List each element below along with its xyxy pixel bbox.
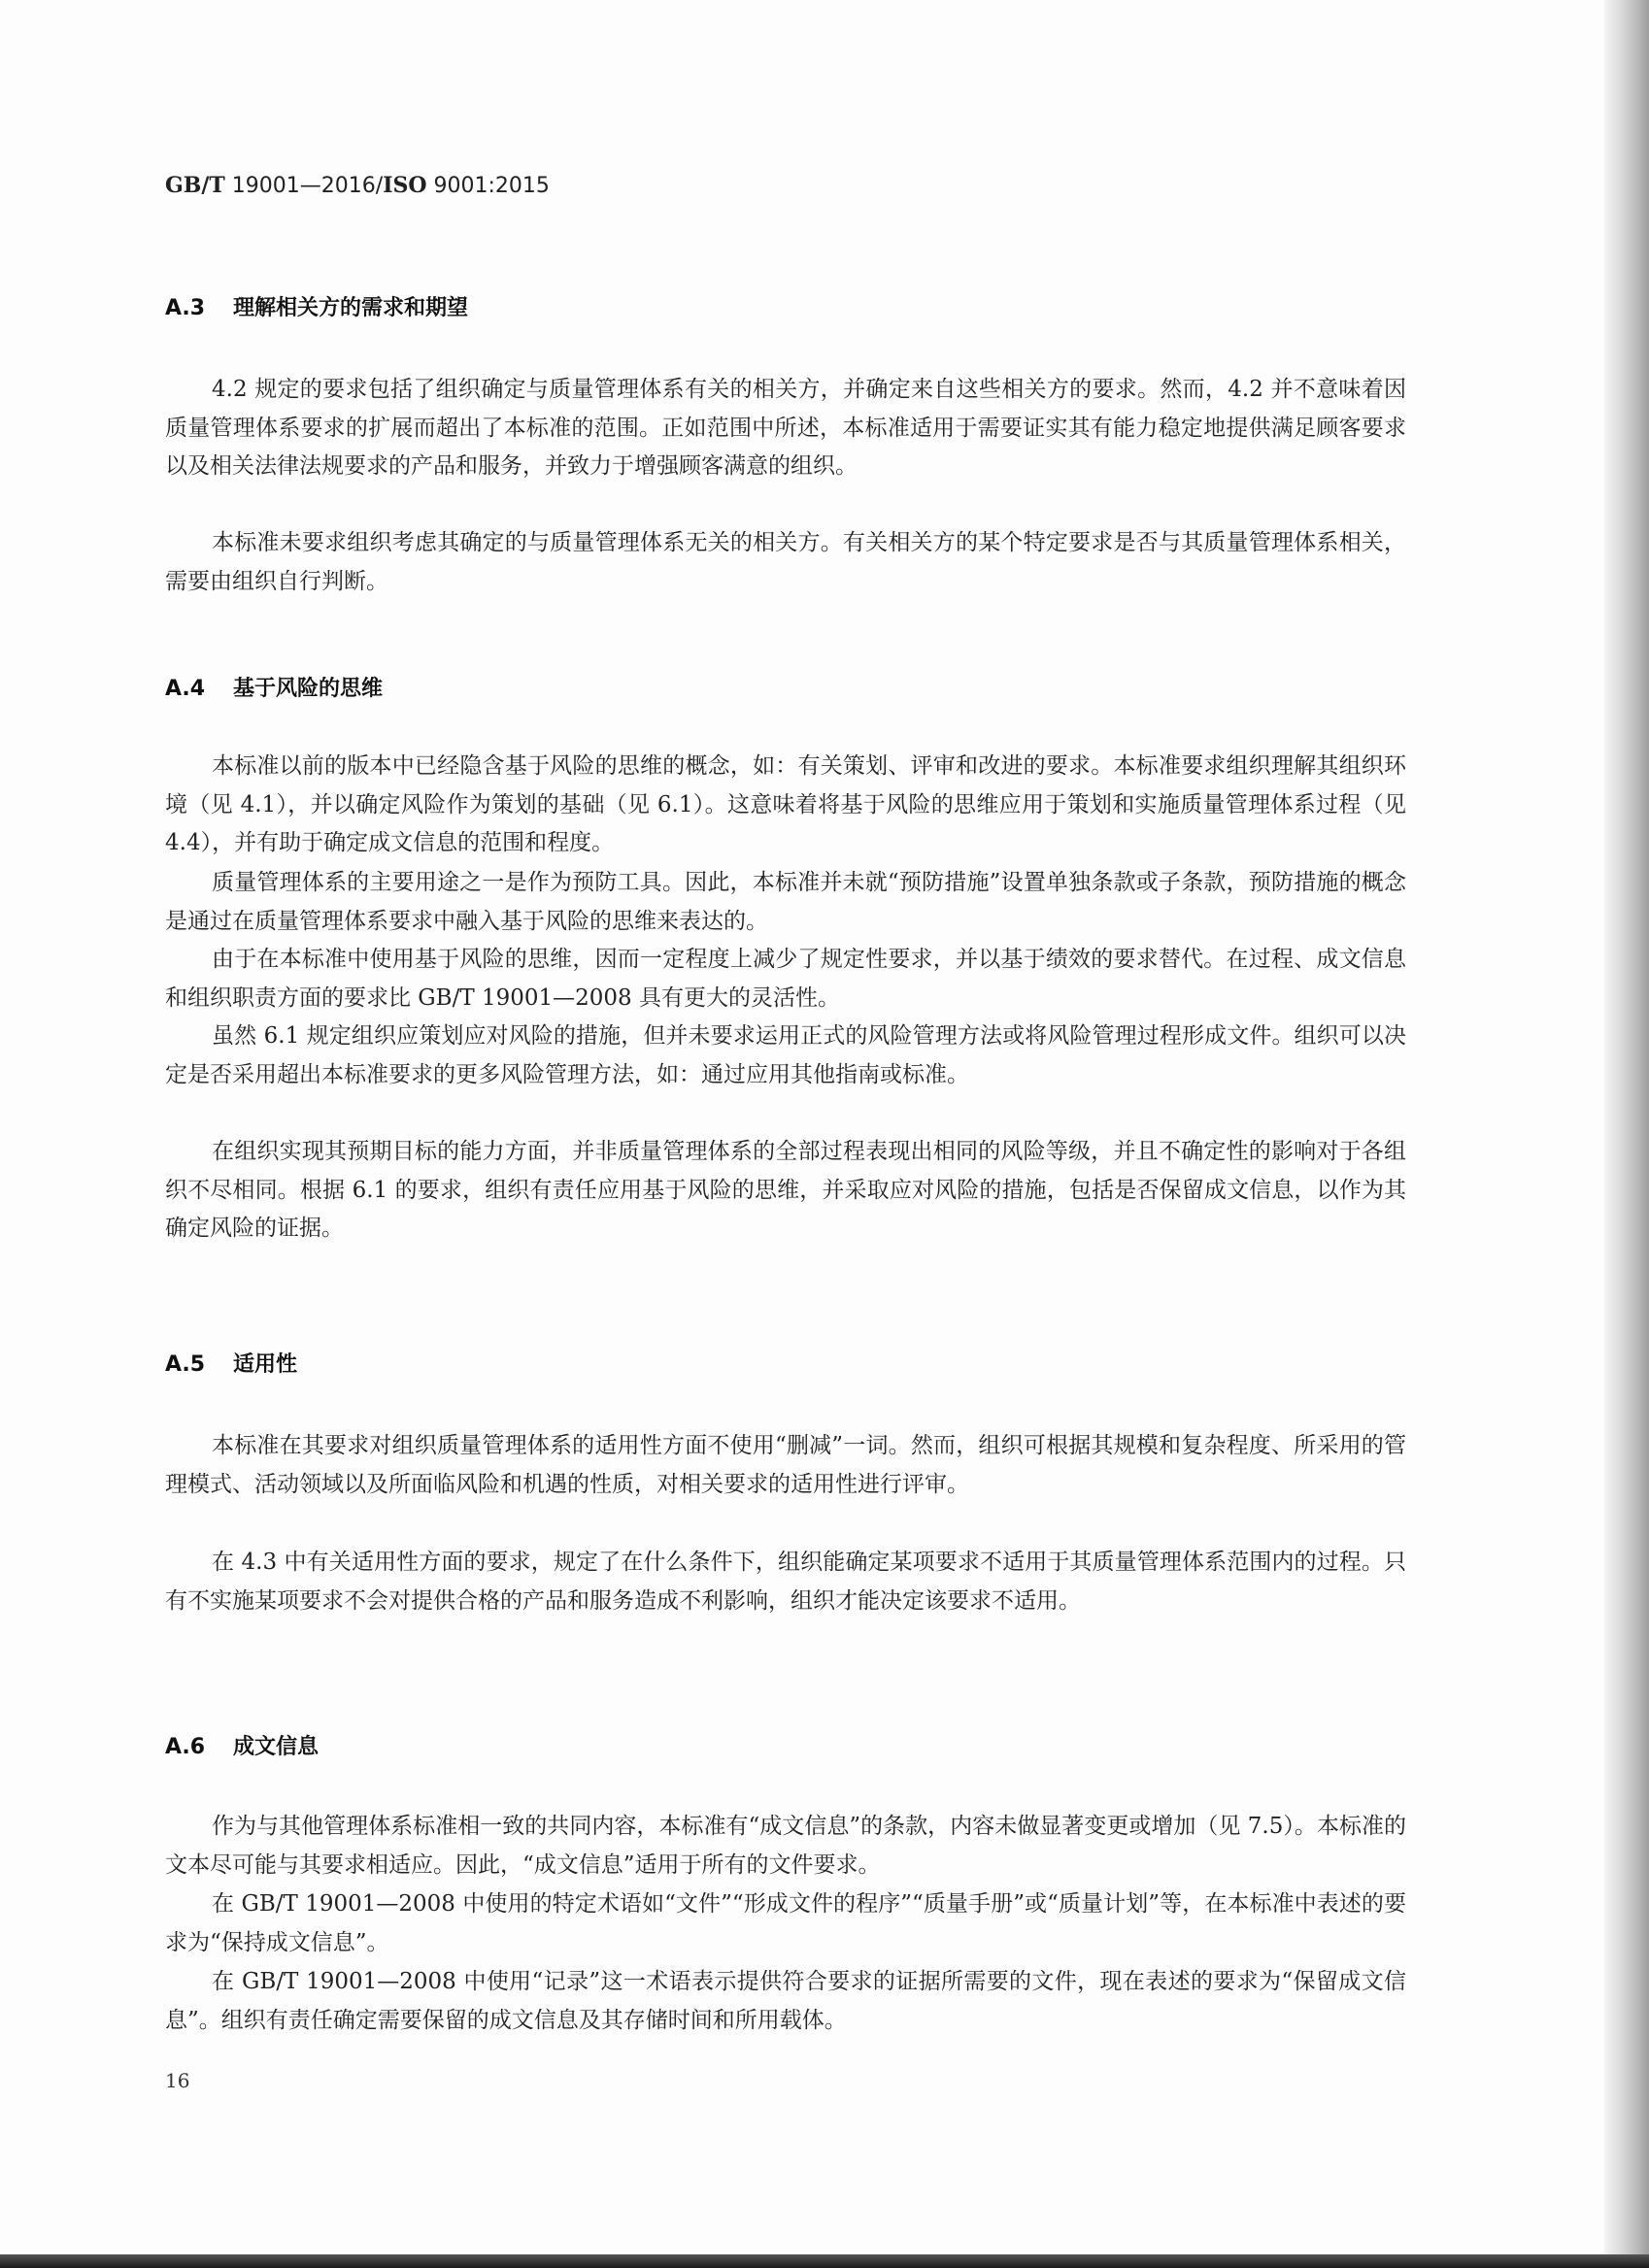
section-number: A.3 (165, 296, 206, 320)
section-title: 基于风险的思维 (233, 677, 384, 701)
paragraph: 质量管理体系的主要用途之一是作为预防工具。因此，本标准并未就“预防措施”设置单独条款或子条款，预防措施的概念是通过在质量管理体系要求中融入基于风险的思维来表达的。 (165, 870, 1406, 934)
section-title: 成文信息 (233, 1735, 320, 1759)
paragraph: 在 GB/T 19001—2008 中使用的特定术语如“文件”“形成文件的程序”“质量手册”或“质量计划”等，在本标准中表述的要求为“保持成文信息”。 (165, 1891, 1406, 1955)
paragraph: 本标准在其要求对组织质量管理体系的适用性方面不使用“删减”一词。然而，组织可根据其规模和复杂程度、所采用的管理模式、活动领域以及所面临风险和机遇的性质，对相关要求的适用性进行评审。 (165, 1433, 1406, 1497)
section-title: 理解相关方的需求和期望 (233, 296, 469, 320)
section-title: 适用性 (233, 1352, 298, 1377)
paragraph: 4.2 规定的要求包括了组织确定与质量管理体系有关的相关方，并确定来自这些相关方的要求。然而，4.2 并不意味着因质量管理体系要求的扩展而超出了本标准的范围。正如范围中所述，本标准适用于需要证实其有能力稳定地提供满足顾客要求以及相关法律法规要求的产品和服务，并致力于增强顾客满意的组织。 (165, 377, 1406, 479)
paragraph: 本标准未要求组织考虑其确定的与质量管理体系无关的相关方。有关相关方的某个特定要求是否与其质量管理体系相关，需要由组织自行判断。 (165, 530, 1406, 594)
code-gb-number: 19001—2016/ (224, 174, 384, 198)
code-iso-prefix: ISO (383, 173, 427, 198)
section-heading-a3 (165, 291, 468, 321)
paragraph: 在 GB/T 19001—2008 中使用“记录”这一术语表示提供符合要求的证据所需要的文件，现在表述的要求为“保留成文信息”。组织有责任确定需要保留的成文信息及其存储时间和所用载体。 (165, 1969, 1406, 2033)
page-binding-shadow (1604, 0, 1649, 2268)
scan-bottom-edge (0, 2254, 1649, 2268)
section-heading-a5 (165, 1348, 297, 1378)
code-gb-prefix: GB/T (165, 173, 225, 198)
paragraph: 作为与其他管理体系标准相一致的共同内容，本标准有“成文信息”的条款，内容未做显著变更或增加（见 7.5）。本标准的文本尽可能与其要求相适应。因此，“成文信息”适用于所有的文件要求。 (165, 1814, 1406, 1878)
section-number: A.6 (165, 1735, 206, 1759)
standard-code-header (165, 173, 550, 198)
section-number: A.4 (165, 677, 206, 701)
section-number: A.5 (165, 1352, 206, 1377)
paragraph: 在 4.3 中有关适用性方面的要求，规定了在什么条件下，组织能确定某项要求不适用于其质量管理体系范围内的过程。只有不实施某项要求不会对提供合格的产品和服务造成不利影响，组织才能决定该要求不适用。 (165, 1550, 1406, 1614)
section-heading-a4 (165, 672, 383, 702)
page-number: 16 (165, 2069, 190, 2092)
section-heading-a6 (165, 1730, 319, 1760)
code-iso-number: 9001:2015 (426, 174, 550, 198)
paragraph: 虽然 6.1 规定组织应策划应对风险的措施，但并未要求运用正式的风险管理方法或将风险管理过程形成文件。组织可以决定是否采用超出本标准要求的更多风险管理方法，如：通过应用其他指南或标准。 (165, 1023, 1406, 1087)
paragraph: 本标准以前的版本中已经隐含基于风险的思维的概念，如：有关策划、评审和改进的要求。本标准要求组织理解其组织环境（见 4.1），并以确定风险作为策划的基础（见 6.1）。这意味着将基于风险的思维应用于策划和实施质量管理体系过程（见 4.4），并有助于确定成文信息的范围和程度。 (165, 753, 1406, 855)
paragraph: 在组织实现其预期目标的能力方面，并非质量管理体系的全部过程表现出相同的风险等级，并且不确定性的影响对于各组织不尽相同。根据 6.1 的要求，组织有责任应用基于风险的思维，并采取应对风险的措施，包括是否保留成文信息，以作为其确定风险的证据。 (165, 1139, 1406, 1241)
paragraph: 由于在本标准中使用基于风险的思维，因而一定程度上减少了规定性要求，并以基于绩效的要求替代。在过程、成文信息和组织职责方面的要求比 GB/T 19001—2008 具有更大的灵活性。 (165, 947, 1406, 1011)
